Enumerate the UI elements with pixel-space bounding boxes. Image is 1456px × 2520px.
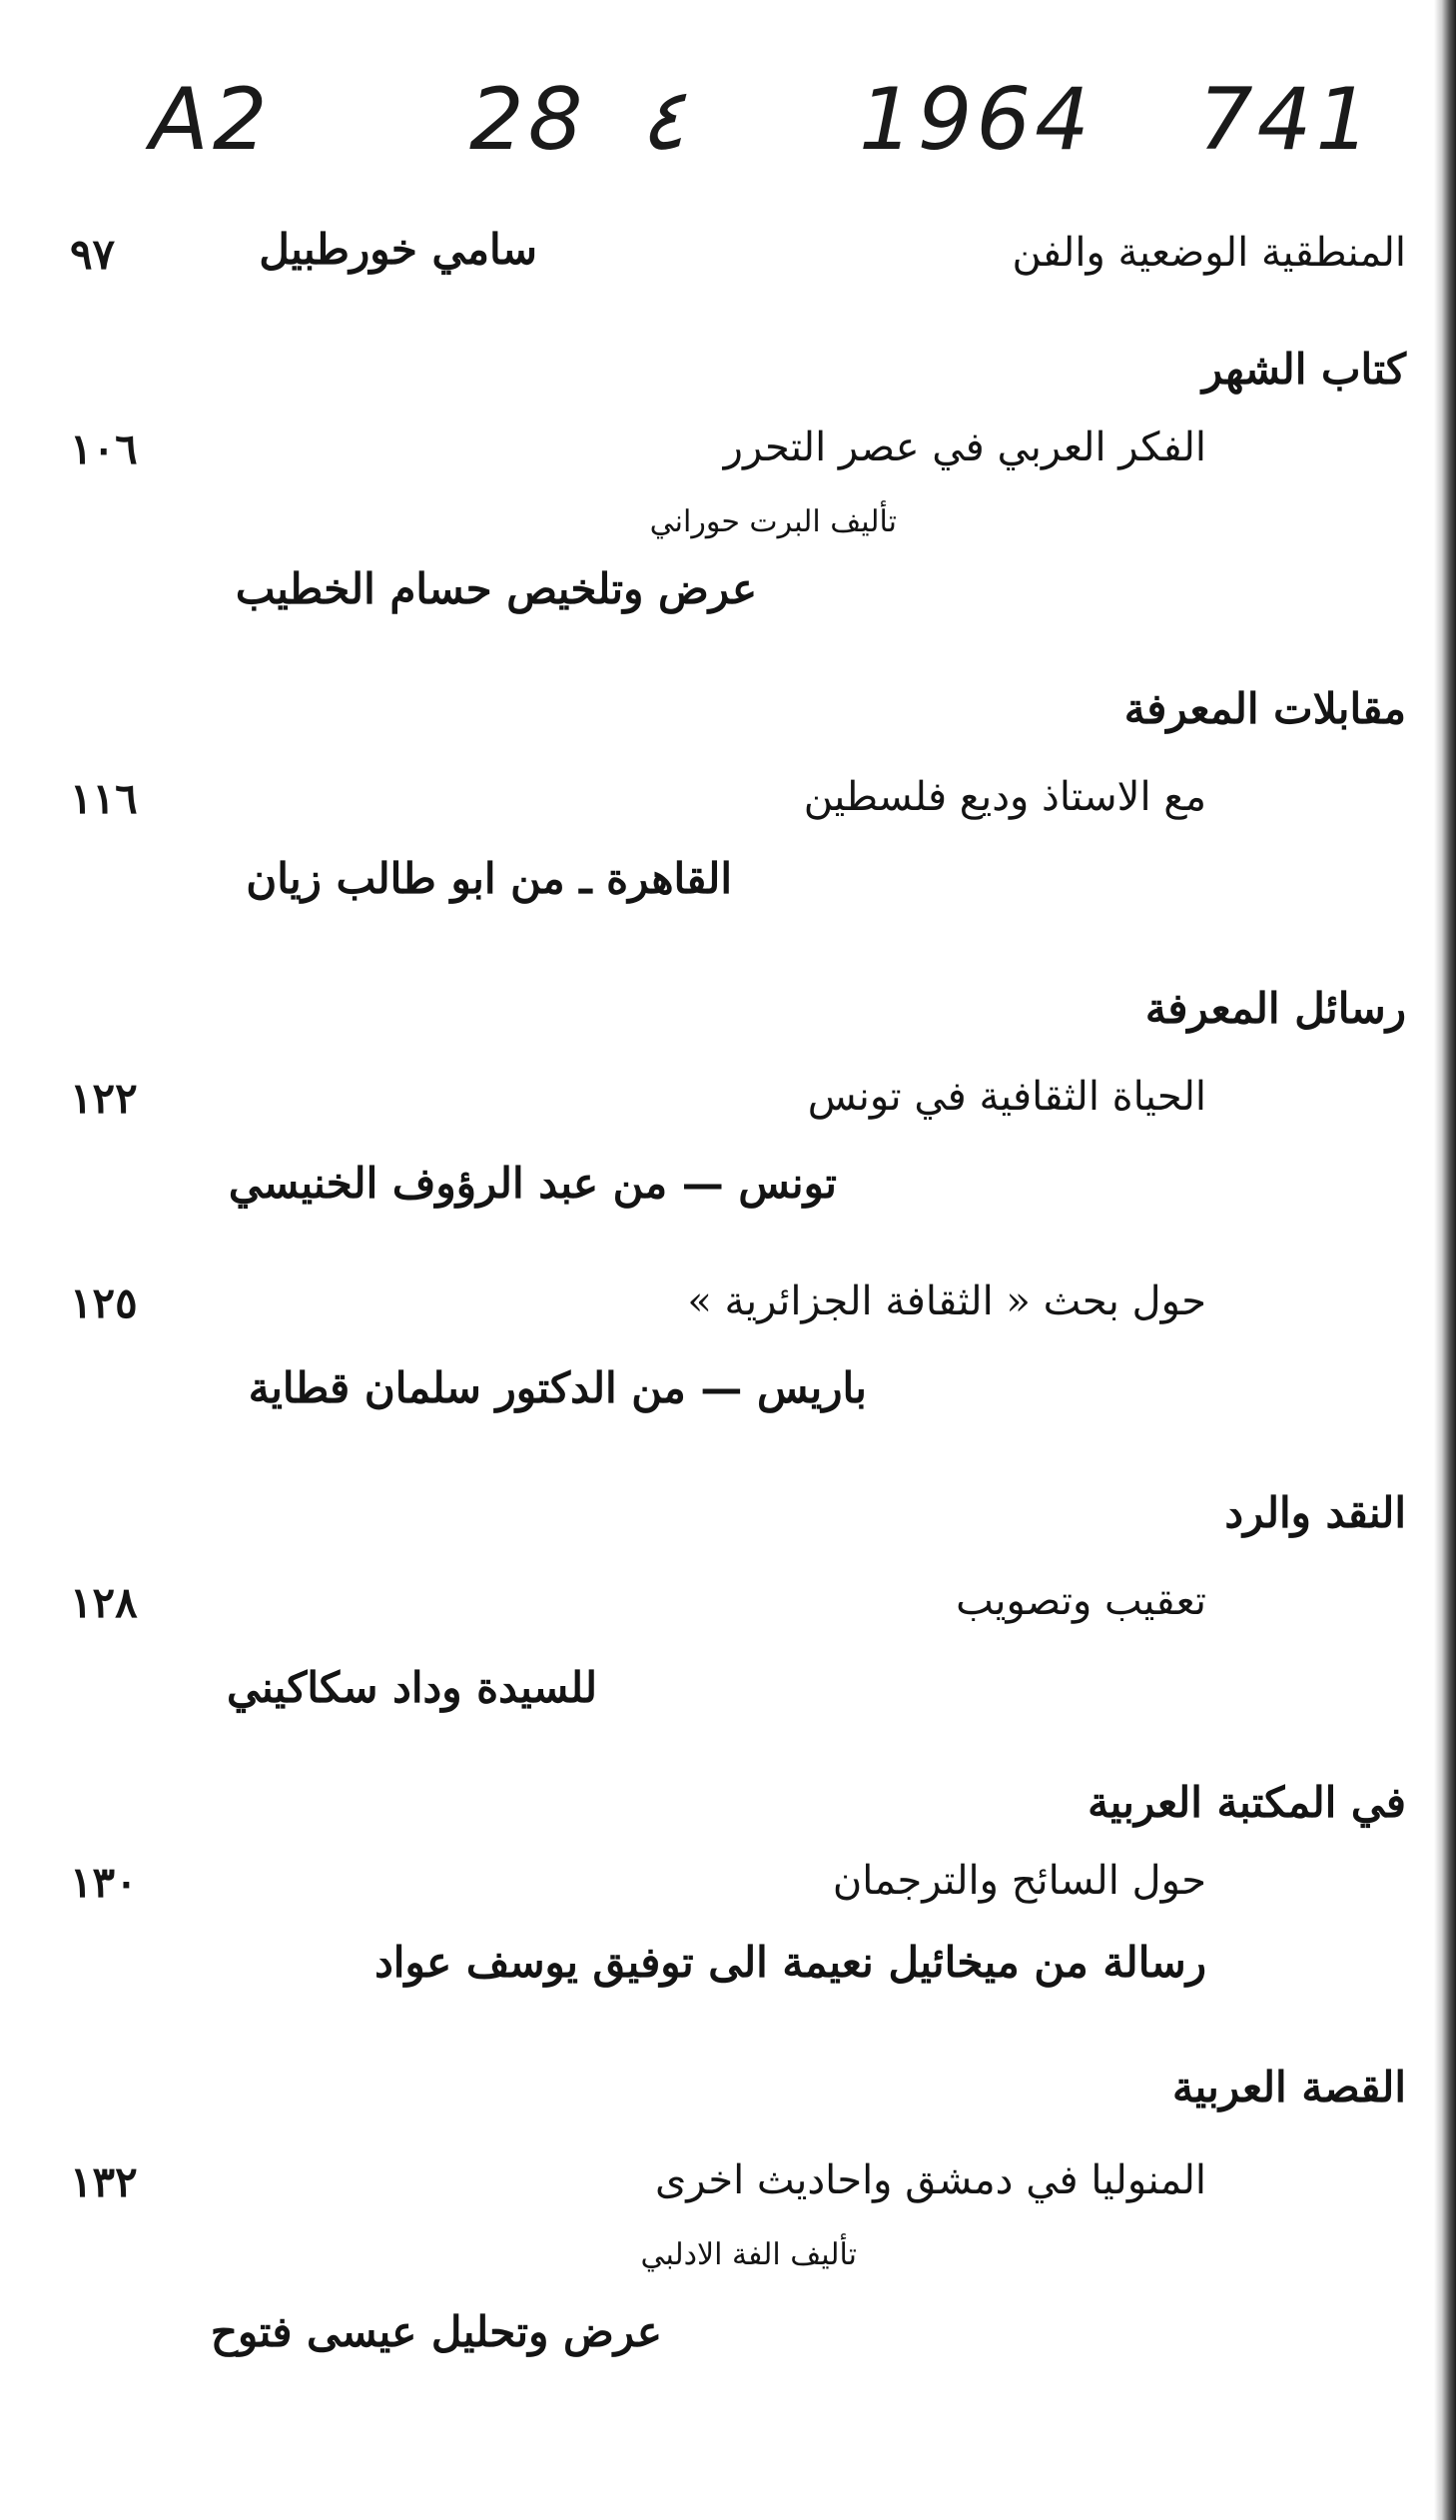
section-heading: القصة العربية (1171, 2063, 1406, 2111)
scan-edge-shadow (1434, 0, 1456, 2520)
entry-byline: باريس — من الدكتور سلمان قطاية (248, 1363, 867, 1412)
entry-title: الفكر العربي في عصر التحرر (723, 424, 1206, 470)
entry-byline: عرض وتلخيص حسام الخطيب (235, 564, 757, 613)
entry-byline: القاهرة ـ من ابو طالب زيان (246, 854, 732, 903)
page-number: ١٢٨ (70, 1578, 138, 1627)
entry-byline: رسالة من ميخائيل نعيمة الى توفيق يوسف عواد (374, 1938, 1206, 1987)
entry-byline: للسيدة وداد سكاكيني (226, 1663, 597, 1712)
page-number: ١٣٠ (70, 1858, 138, 1907)
page-number: ١١٦ (70, 774, 138, 823)
handwritten-day: 28 (469, 70, 587, 170)
page-number: ٩٧ (70, 230, 116, 279)
handwritten-code: A2 (150, 70, 272, 170)
page-number: ١٢٢ (70, 1074, 138, 1123)
entry-byline: تونس — من عبد الرؤوف الخنيسي (228, 1159, 837, 1208)
handwritten-year: 1964 (859, 70, 1093, 170)
entry-author: سامي خورطبيل (259, 225, 537, 274)
page-number: ١٣٢ (70, 2157, 138, 2206)
entry-title: المنوليا في دمشق واحاديث اخرى (655, 2157, 1206, 2203)
entry-title: المنطقية الوضعية والفن (1012, 230, 1406, 276)
section-heading: كتاب الشهر (1201, 345, 1406, 394)
entry-byline: عرض وتحليل عيسى فتوح (210, 2307, 662, 2356)
section-heading: في المكتبة العربية (1088, 1778, 1406, 1827)
section-heading: مقابلات المعرفة (1123, 684, 1406, 733)
entry-title: الحياة الثقافية في تونس (807, 1074, 1206, 1120)
page-number: ١٠٦ (70, 424, 138, 473)
entry-title: حول بحث « الثقافة الجزائرية » (687, 1278, 1206, 1324)
handwritten-month: ٤ (639, 70, 686, 170)
entry-title: تعقيب وتصويب (956, 1578, 1206, 1624)
section-heading: رسائل المعرفة (1144, 984, 1406, 1033)
entry-title: حول السائح والترجمان (832, 1858, 1206, 1904)
entry-author-line: تأليف البرت حوراني (649, 504, 897, 539)
entry-author-line: تأليف الفة الادلبي (640, 2237, 857, 2272)
page-number: ١٢٥ (70, 1278, 138, 1327)
handwritten-number: 741 (1198, 70, 1375, 170)
entry-title: مع الاستاذ وديع فلسطين (803, 774, 1206, 820)
section-heading: النقد والرد (1224, 1488, 1406, 1537)
